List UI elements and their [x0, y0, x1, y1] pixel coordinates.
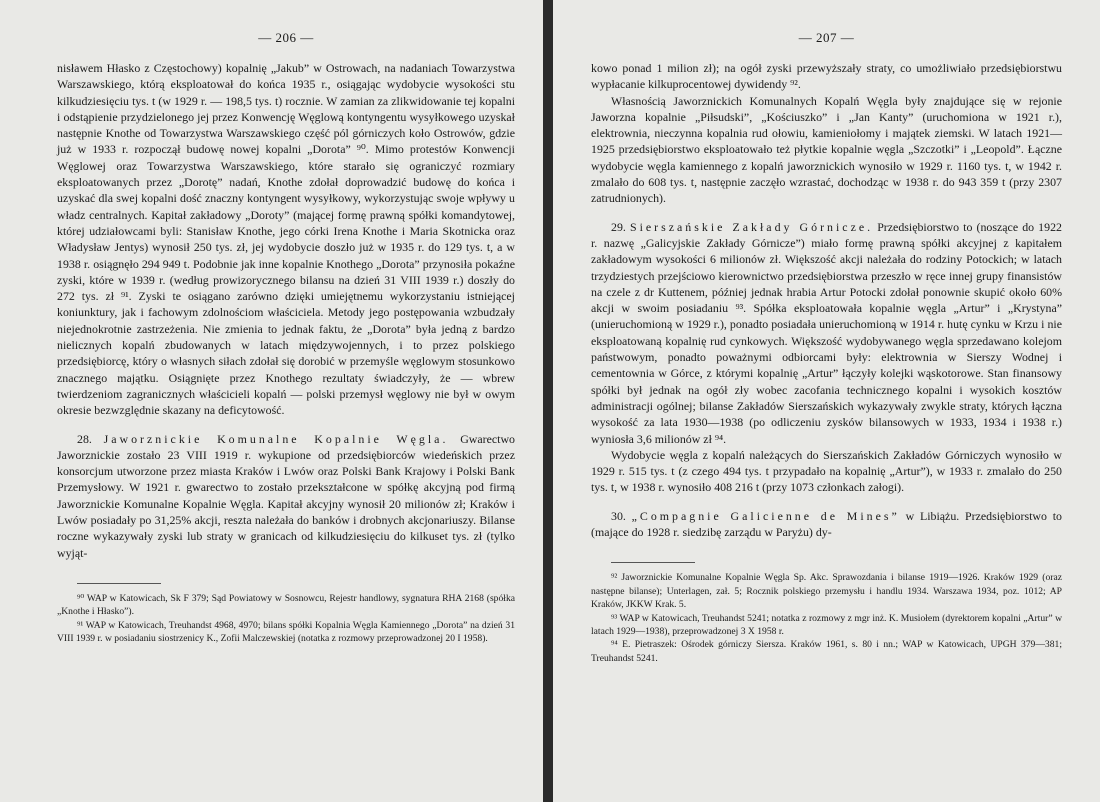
footnote-divider	[611, 562, 695, 563]
page-number: — 207 —	[798, 30, 855, 45]
page-number: — 206 —	[258, 30, 314, 45]
footnote-divider	[77, 583, 161, 584]
section-29	[591, 219, 1062, 447]
paragraph: nisławem Hłasko z Częstochowy) kopalnię „Jakub” w Ostrowach, na nadaniach Towarzystwa Warszawskiego, którą eksploatował do końca 1935 r., osiągając wydobycie wysokości stu kilkudziesięciu tys. t (w 1929 r. — 198,5 tys. t) rocznie. W zamian za zlikwidowanie tej kopalni i odstąpienie przydzielonego jej przez Konwencję Węglową kontyngentu wysyłkowego uzyskał następnie Knothe od Towarzystwa Warszawskiego część pól górniczych koło Ostrowów, gdzie już w 1933 r. rozpoczął budowę nowej kopalni „Dorota” ⁹⁰. Mimo protestów Konwencji Węglowej oraz Towarzystwa Warszawskiego, które starało się ograniczyć rozmiary eksploatowanych przez „Dorotę” nadań, Knothe zdołał doprowadzić budowę do końca i uzyskać dla swej kopalni dość znaczny kontyngent wysyłkowy, wykorzystując swoje wpływy u władz centralnych. Kapitał zakładowy „Doroty” (mającej formę prawną spółki komandytowej, której udziałowcami byli: Stanisław Knothe, jego córki Irena Knothe i Maria Skotnicka oraz Władysław Jentys) wynosił 250 tys. zł, jej wydobycie doszło już w 1935 r. do 129 tys. t, a w 1938 r. osiągnęło 294 949 t. Podobnie jak inne kopalnie Knothego „Dorota” przynosiła pokaźne zyski, które w 1939 r. (według prowizorycznego bilansu na dzień 31 VIII 1939 r.) doszły do 272 tys. zł ⁹¹. Zyski te osiągano zarówno dzięki umiejętnemu wykorzystaniu istniejącej koniunktury, jak i fachowym zdolnościom właściciela. Metody jego postępowania wzbudzały niejednokrotnie zastrzeżenia. Nie zmienia to jednak faktu, że „Dorota” była jedną z bardzo nielicznych kopalń zbudowanych w latach międzywojennych, i to przez polskiego przedsiębiorcę, który o własnych siłach zdołał się dorobić w przemyśle węglowym stosunkowo znacznego majątku. Osiągnięte przez Knothego rezultaty świadczyły, że — wbrew twierdzeniom zagranicznych właścicieli kopalń — polski przemysł węglowy nie był w owym okresie bezwzględnie skazany na deficytowość.	[57, 61, 515, 418]
footnote: ⁹² Jaworznickie Komunalne Kopalnie Węgla Sp. Akc. Sprawozdania i bilanse 1919—1926. Kraków 1929 (oraz następne bilanse); Unterlagen, zał. 5; Rocznik polskiego przemysłu i handlu 1934. Warszawa 1934, poz. 1012; AP Kraków, JKKW Krak. 5.	[591, 572, 1062, 611]
section-number: 28.	[77, 431, 92, 446]
footnote: ⁹³ WAP w Katowicach, Treuhandst 5241; notatka z rozmowy z mgr inż. K. Musiołem (dyrektorem kopalni „Artur” w latach 1929—1938), przeprowadzonej 3 X 1958 r.	[591, 612, 1062, 637]
page-body	[57, 60, 515, 561]
paragraph: Własnością Jaworznickich Komunalnych Kopalń Węgla były znajdujące się w rejonie Jaworzna kopalnie „Piłsudski”, „Kościuszko” i „Jan Kanty” (uruchomiona w 1921 r.), elektrownia, nieczynna kopalnia rud ołowiu, kamieniołomy i majątek ziemski. W latach 1921—1925 przedsiębiorstwo eksploatowało też płytkie kopalnie węgla „Szczotki” i „Leopold”. Łączne wydobycie węgla kamiennego z kopalń jaworznickich wynosiło w 1929 r. 1160 tys. t, w 1942 r. zmalało do 608 tys. t, następnie zaczęło wzrastać, dochodząc w 1938 r. do 943 359 t (przy 2307 zatrudnionych).	[591, 93, 1062, 206]
section-text: Przedsiębiorstwo to (noszące do 1922 r. nazwę „Galicyjskie Zakłady Górnicze”) miało formę prawną spółki akcyjnej z kapitałem zakładowym wysokości 6 milionów zł. Większość akcji należała do rodziny Potockich; w latach trzydziestych przejściowo kierownictwo przedsiębiorstwa przeszło w ręce innej grupy finansistów na czele z dr Kuttenem, później jednak hrabia Artur Potocki zdołał ponownie skupić około 60% akcji w swoim posiadaniu ⁹³. Spółka eksploatowała kopalnie węgla „Artur” i „Krystyna” (unieruchomioną w 1929 r.), ponadto posiadała unieruchomioną w 1914 r. hutę cynku w Krzu i nie eksploatowaną kopalnię rud cynkowych. Większość wydobywanego węgla sprzedawano kolejom państwowym, ponadto poważnymi odbiorcami były: elektrownia w Sierszy Wodnej i cementownia w Górce, z którymi kopalnię „Artur” łączyły kolejki wąskotorowe. Stan finansowy spółki był jednak na ogół zły wobec zacofania technicznego kopalni i wysokich kosztów administracji ogólnej; bilanse Zakładów Sierszańskich wykazywały zwykle straty, których łączna wysokość za lata 1930—1938 (po odliczeniu zysków bilansowych w 1933, 1934 i 1938 r.) wyniosła 3,6 milionów zł ⁹⁴.	[591, 219, 1062, 446]
section-number: 30.	[611, 508, 626, 523]
footnotes	[57, 592, 515, 646]
page-body	[591, 60, 1062, 540]
section-text: Przedsiębiorstwo to (mające do 1928 r. siedzibę zarządu w Paryżu) dy-	[591, 508, 1062, 540]
footnote: ⁹⁰ WAP w Katowicach, Sk F 379; Sąd Powiatowy w Sosnowcu, Rejestr handlowy, sygnatura RHA 2168 (spółka „Knothe i Hłasko”).	[57, 592, 515, 618]
footnote: ⁹¹ WAP w Katowicach, Treuhandst 4968, 4970; bilans spółki Kopalnia Węgla Kamiennego „Dorota” na dzień 31 VIII 1939 r. w posiadaniu siostrzenicy K., Zofii Malczewskiej (notatka z rozmowy przeprowadzonej 20 I 1958).	[57, 619, 515, 645]
section-30	[591, 508, 1062, 541]
section-title-suffix: w Libiążu.	[905, 508, 960, 523]
section-title: Jaworznickie Komunalne Kopalnie Węgla.	[103, 431, 449, 446]
right-page	[553, 0, 1100, 802]
book-gutter	[543, 0, 553, 802]
section-text: Gwarectwo Jaworznickie zostało 23 VIII 1919 r. wykupione od przedsiębiorców wiedeńskich przez konsorcjum utworzone przez miasta Kraków i Lwów oraz Polski Bank Krajowy i Polski Bank Przemysłowy. W 1921 r. gwarectwo to zostało przekształcone w spółkę akcyjną pod firmą Jaworznickie Komunalne Kopalnie Węgla. Kapitał akcyjny wynosił 20 milionów zł; Kraków i Lwów posiadały po 31,25% akcji, reszta należała do banków i drobnych akcjonariuszy. Bilanse roczne wykazywały zyski lub straty w granicach od kilkudziesięciu do kilkuset tys. zł (tylko wyjąt-	[57, 431, 515, 560]
section-title: Sierszańskie Zakłady Górnicze.	[629, 219, 874, 234]
footnotes	[591, 571, 1062, 665]
section-title: „Compagnie Galicienne de Mines”	[631, 508, 900, 523]
paragraph: Wydobycie węgla z kopalń należących do Sierszańskich Zakładów Górniczych wynosiło w 1929 r. 515 tys. t (z czego 494 tys. t przypadało na kopalnię „Artur”), w 1933 r. zmalało do 250 tys. t, w 1938 r. wynosiło 408 216 t (przy 1073 członkach załogi).	[591, 447, 1062, 495]
footnote: ⁹⁴ E. Pietraszek: Ośrodek górniczy Siersza. Kraków 1961, s. 80 i nn.; WAP w Katowicach, UPGH 379—381; Treuhandst 5241.	[591, 639, 1062, 664]
paragraph: kowo ponad 1 milion zł); na ogół zyski przewyższały straty, co umożliwiało przedsiębiorstwu wypłacanie kilkuprocentowej dywidendy ⁹².	[591, 61, 1062, 92]
left-page	[0, 0, 543, 802]
section-28	[57, 431, 515, 561]
section-number: 29.	[611, 219, 626, 234]
